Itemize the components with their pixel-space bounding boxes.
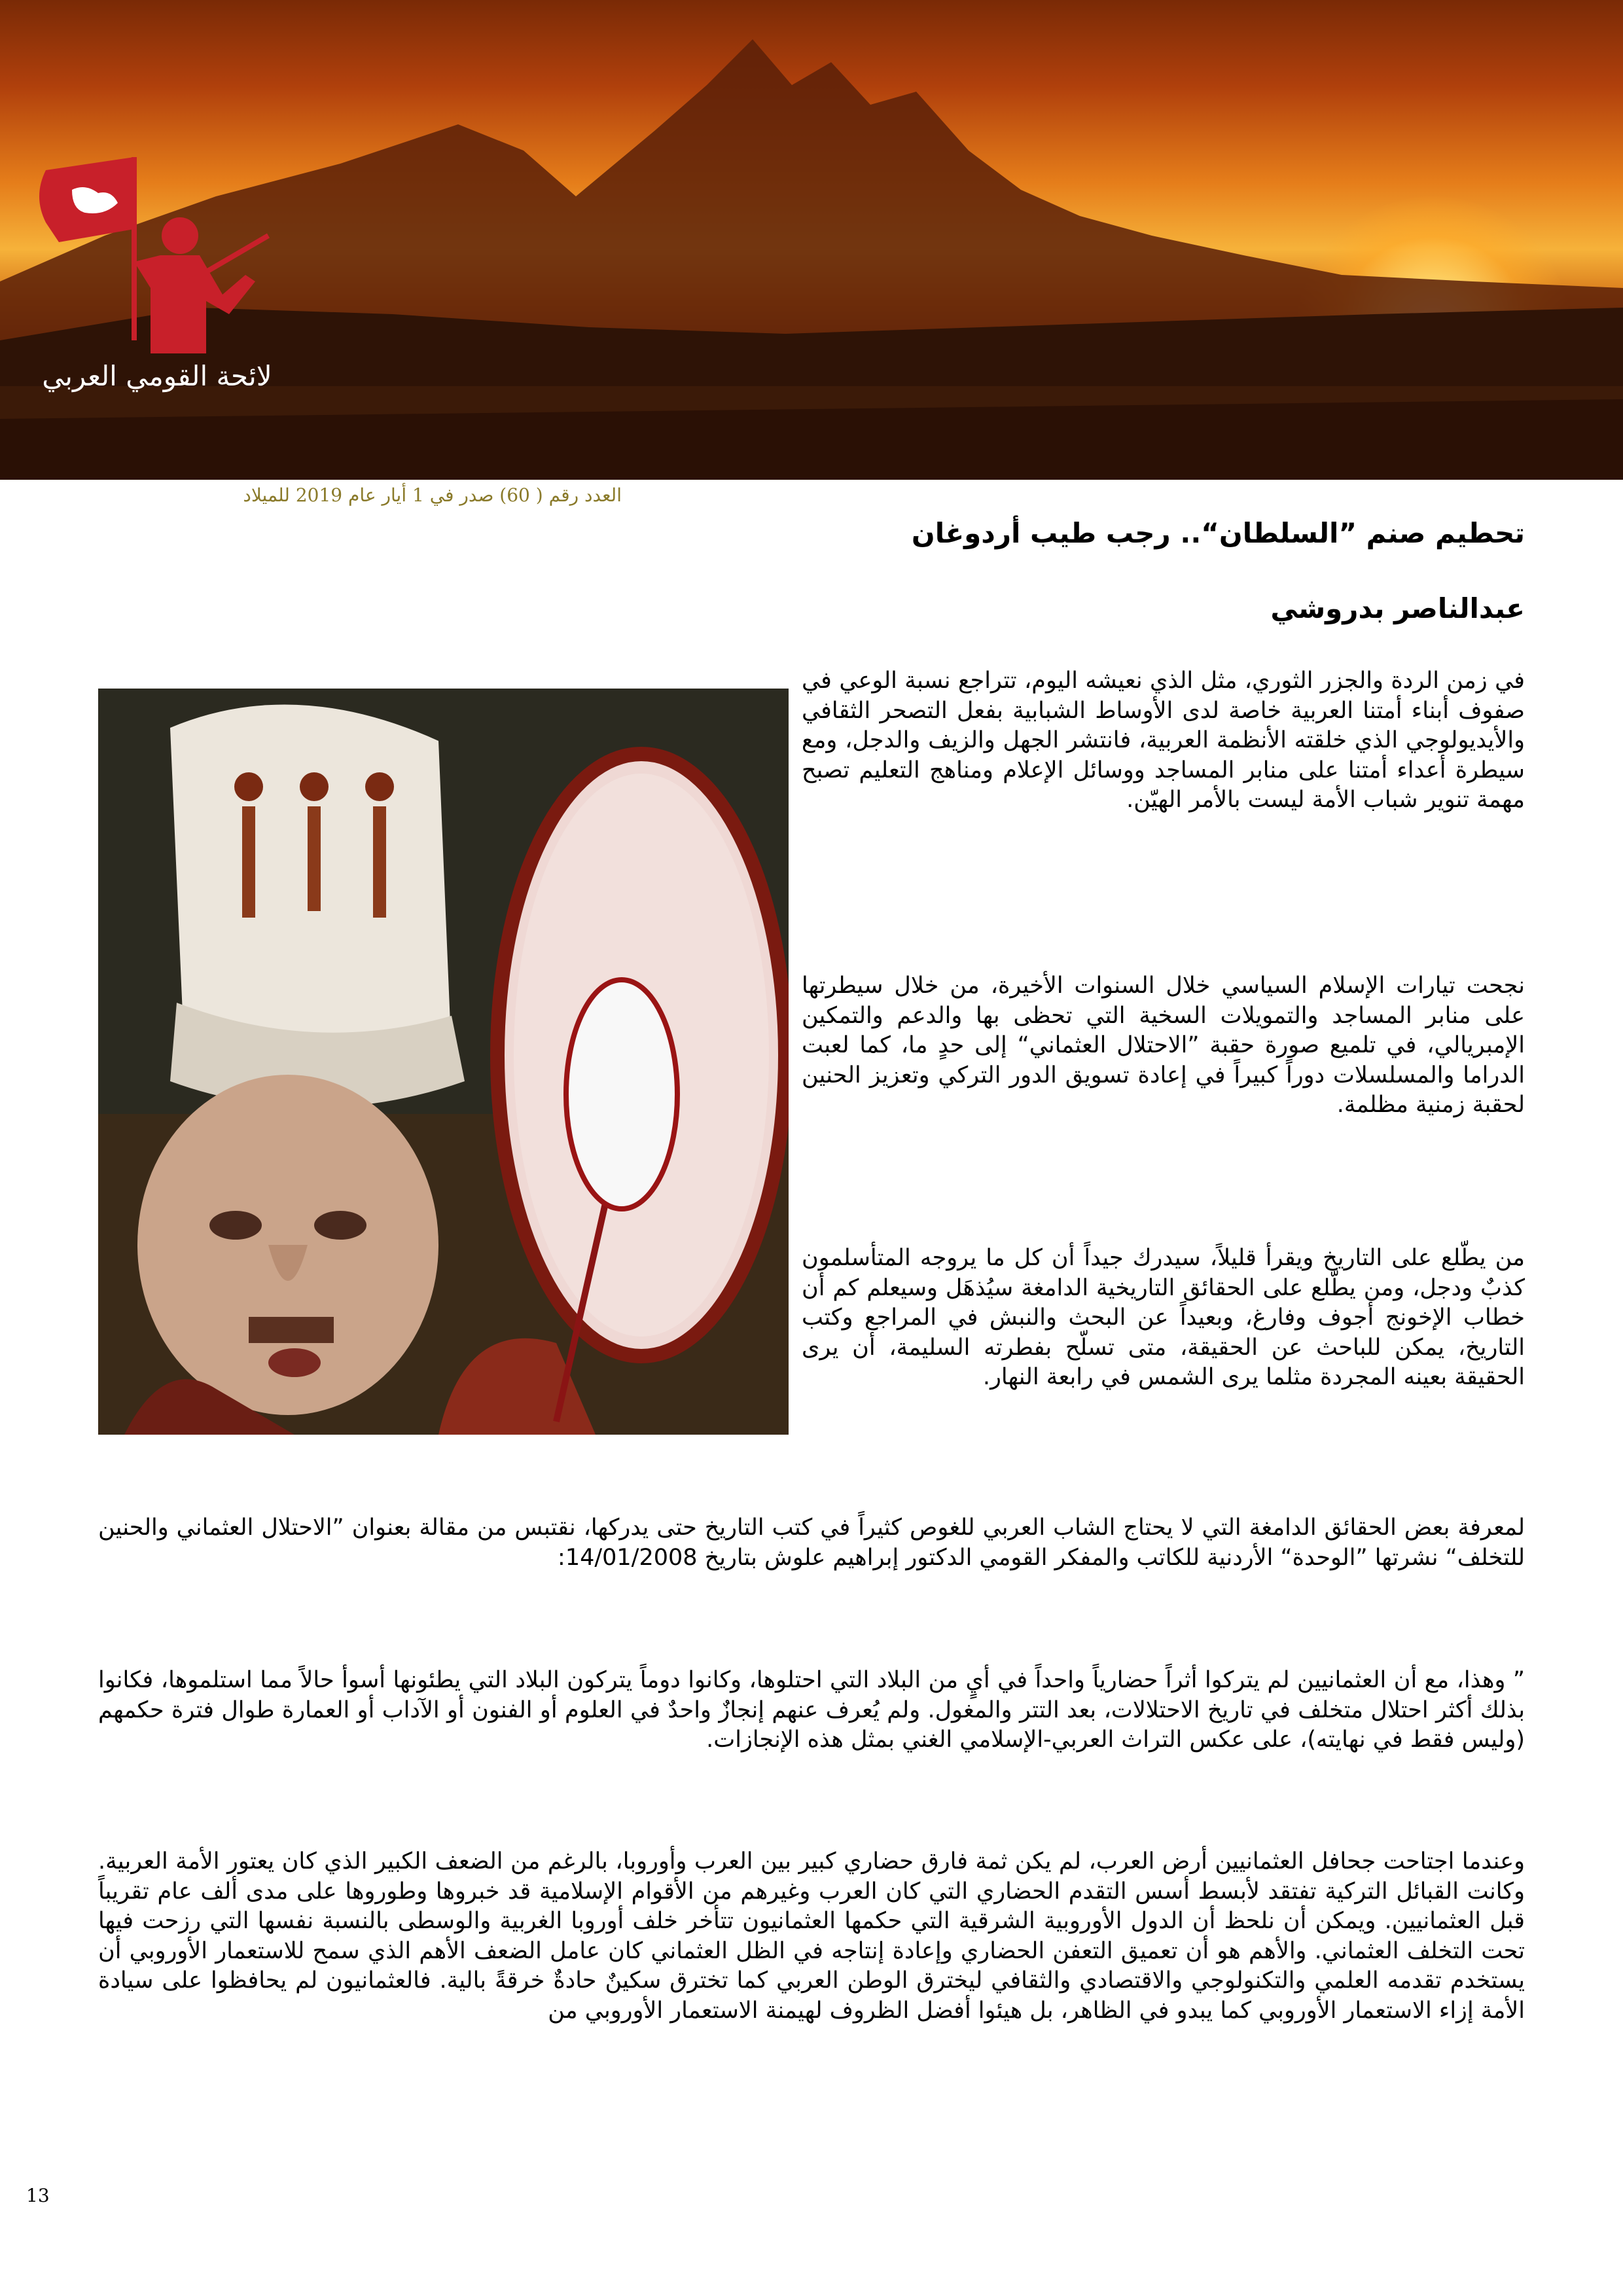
- article-paragraph-1: في زمن الردة والجزر الثوري، مثل الذي نعيشه اليوم، تتراجع نسبة الوعي في صفوف أبناء أمتنا العربية خاصة لدى الأوساط الشبابية بفعل التصحر الثقافي والأيديولوجي الذي خلقته الأنظمة العربية، فانتشر الجهل والزيف والدجل، ومع سيطرة أعداء أمتنا على منابر المساجد ووسائل الإعلام ومناهج التعليم تصبح مهمة تنوير شباب الأمة ليست بالأمر الهيّن.: [802, 668, 1525, 813]
- article-paragraph-6: وعندما اجتاحت جحافل العثمانيين أرض العرب، لم يكن ثمة فارق حضاري كبير بين العرب وأوروبا، بالرغم من الضعف الكبير الذي كان يعتور الأمة العربية. وكانت القبائل التركية تفتقد لأبسط أسس التقدم الحضاري التي كان العرب وغيرهم من الأقوام الإسلامية قد خبروها وطوروها على مدى ألف عام تقريباً قبل العثمانيين. ويمكن أن نلحظ أن الدول الأوروبية الشرقية التي حكمها العثمانيون تتأخر خلف أوروبا الغربية والوسطى بالنسبة نفسها التي رزحت فيها تحت التخلف العثماني. والأهم هو أن تعميق التعفن الحضاري وإعادة إنتاجه في الظل العثماني كان عامل الضعف الأهم الذي سمح للاستعمار الأوروبي أن يستخدم تقدمه العلمي والتكنولوجي والاقتصادي والثقافي ليخترق الوطن العربي كما تخترق سكينٌ حادةٌ خرقةً بالية. فالعثمانيون لم يحافظوا على سيادة الأمة إزاء الاستعمار الأوروبي كما يبدو في الظاهر، بل هيئوا أفضل الظروف لهيمنة الاستعمار الأوروبي من: [98, 1848, 1525, 2024]
- logo-text: لائحة القومي العربي: [42, 360, 272, 392]
- header-banner: [0, 0, 1623, 480]
- article-paragraph-3: من يطّلع على التاريخ ويقرأ قليلاً، سيدرك جيداً أن كل ما يروجه المتأسلمون كذبٌ ودجل، ومن يطّلع على الحقائق التاريخية الدامغة سيُذهَل وسيعلم كم أن خطاب الإخونج أجوف وفارغ، وبعيداً عن البحث والنبش في المراجع وكتب التاريخ، يمكن للباحث عن الحقيقة، متى تسلّح بفطرته السليمة، أن يرى الحقيقة بعينه المجردة مثلما يرى الشمس في رابعة النهار.: [802, 1245, 1525, 1390]
- page-number: 13: [26, 2185, 50, 2206]
- article-paragraph-4: لمعرفة بعض الحقائق الدامغة التي لا يحتاج الشاب العربي للغوص كثيراً في كتب التاريخ حتى يدركها، نقتبس من مقالة بعنوان ”الاحتلال العثماني والحنين للتخلف“ نشرتها ”الوحدة“ الأردنية للكاتب والمفكر القومي الدكتور إبراهيم علوش بتاريخ 14/01/2008:: [98, 1515, 1525, 1571]
- article-title: تحطيم صنم ”السلطان“.. رجب طيب أردوغان: [911, 517, 1525, 549]
- article-author: عبدالناصر بدروشي: [1270, 592, 1525, 624]
- article-paragraph-5: ” وهذا، مع أن العثمانيين لم يتركوا أثراً حضارياً واحداً في أيٍ من البلاد التي احتلوها، وكانوا دوماً يتركون البلاد التي يطئونها أسوأ حالاً مما استلموها، فكانوا بذلك أكثر احتلال متخلف في تاريخ الاحتلالات، بعد التتر والمغول. ولم يُعرف عنهم إنجازٌ واحدٌ في العلوم أو الفنون أو الآداب أو العمارة طوال فترة حكمهم (وليس فقط في نهايته)، على عكس التراث العربي-الإسلامي الغني بمثل هذه الإنجازات.: [98, 1667, 1525, 1753]
- logo-icon: [20, 144, 281, 393]
- article-paragraph-2: نجحت تيارات الإسلام السياسي خلال السنوات الأخيرة، من خلال سيطرتها على منابر المساجد والتمويلات السخية التي تحظى بها والدعم والتمكين الإمبريالي، في تلميع صورة حقبة ”الاحتلال العثماني“ إلى حدٍ ما، كما لعبت الدراما والمسلسلات دوراً كبيراً في إعادة تسويق الدور التركي وتعزيز الحنين لحقبة زمنية مظلمة.: [802, 973, 1525, 1118]
- caricature-image: [98, 689, 789, 1435]
- issue-line: العدد رقم ( 60) صدر في 1 أيار عام 2019 للميلاد: [243, 484, 622, 506]
